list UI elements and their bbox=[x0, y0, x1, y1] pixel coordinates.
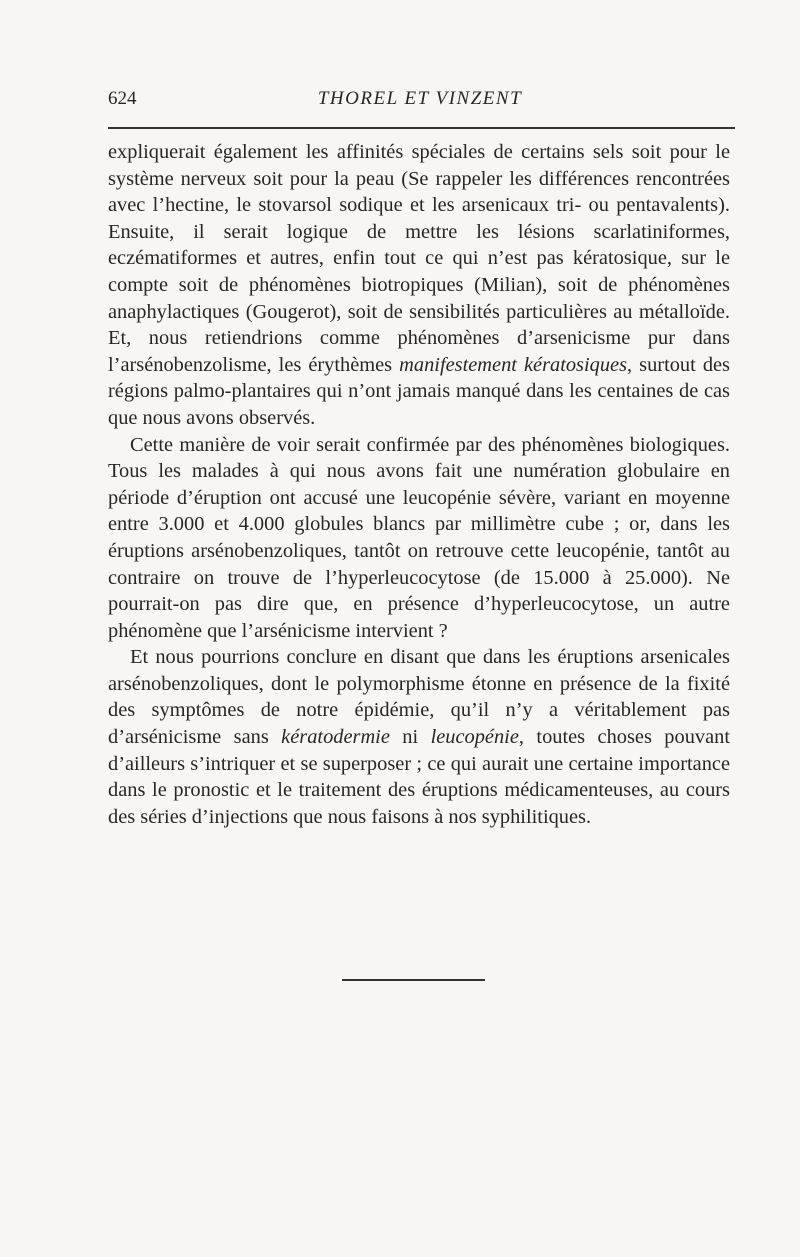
paragraph-3-italic-1: kératodermie bbox=[281, 726, 390, 749]
paragraph-1 bbox=[108, 139, 730, 432]
paragraph-3-text-b: , toutes choses pouvant d’ailleurs s’intriquer et se superposer ; ce qui aurait une certaine importance dans le pronostic et le traitement des éruptions médicamenteuses, au cours des séries d’injections que nous faisons à nos syphilitiques. bbox=[108, 726, 730, 828]
paragraph-1-text-a: expliquerait également les affinités spéciales de certains sels soit pour le système nerveux soit pour la peau (Se rappeler les différences rencontrées avec l’hectine, le stovarsol sodique et les arsenicaux tri- ou pentavalents). Ensuite, il serait logique de mettre les lésions scarlatiniformes, eczématiformes et autres, enfin tout ce qui n’est pas kératosique, sur le compte soit de phénomènes biotropiques (Milian), soit de phénomènes anaphylactiques (Gougerot), soit de sensibilités particulières au métalloïde. Et, nous retiendrions comme phénomènes d’arsenicisme pur dans l’arsénobenzolisme, les érythèmes bbox=[108, 141, 730, 376]
end-rule bbox=[342, 979, 485, 981]
header-rule bbox=[108, 127, 735, 129]
running-header bbox=[108, 88, 732, 116]
paragraph-2: Cette manière de voir serait confirmée par des phénomènes biologiques. Tous les malades à qui nous avons fait une numération globulaire en période d’éruption ont accusé une leucopénie sévère, variant en moyenne entre 3.000 et 4.000 globules blancs par millimètre cube ; or, dans les éruptions arsénobenzoliques, tantôt on retrouve cette leucopénie, tantôt au contraire on trouve de l’hyperleucocytose (de 15.000 à 25.000). Ne pourrait-on pas dire que, en présence d’hyperleucocytose, un autre phénomène que l’arsénicisme intervient ? bbox=[108, 433, 730, 642]
paragraph-3-italic-2: leucopénie bbox=[430, 726, 519, 749]
body-text bbox=[108, 139, 730, 830]
paragraph-3-text-mid: ni bbox=[389, 726, 431, 749]
paragraph-1-italic: manifestement kératosiques bbox=[399, 353, 628, 376]
paragraph-3-text-a: Et nous pourrions conclure en disant que dans les éruptions arsenicales arsénobenzoliques, dont le polymorphisme étonne en présence de la fixité des symptômes de notre épidémie, qu’il n’y a véritablement pas d’arsénicisme sans bbox=[108, 646, 730, 749]
page-number: 624 bbox=[108, 88, 137, 109]
paragraph-3 bbox=[108, 644, 730, 830]
running-head: THOREL ET VINZENT bbox=[317, 88, 523, 109]
paragraph-1-text-b: , surtout des régions palmo-plantaires qui n’ont jamais manqué dans les centaines de cas que nous avons observés. bbox=[108, 353, 730, 429]
